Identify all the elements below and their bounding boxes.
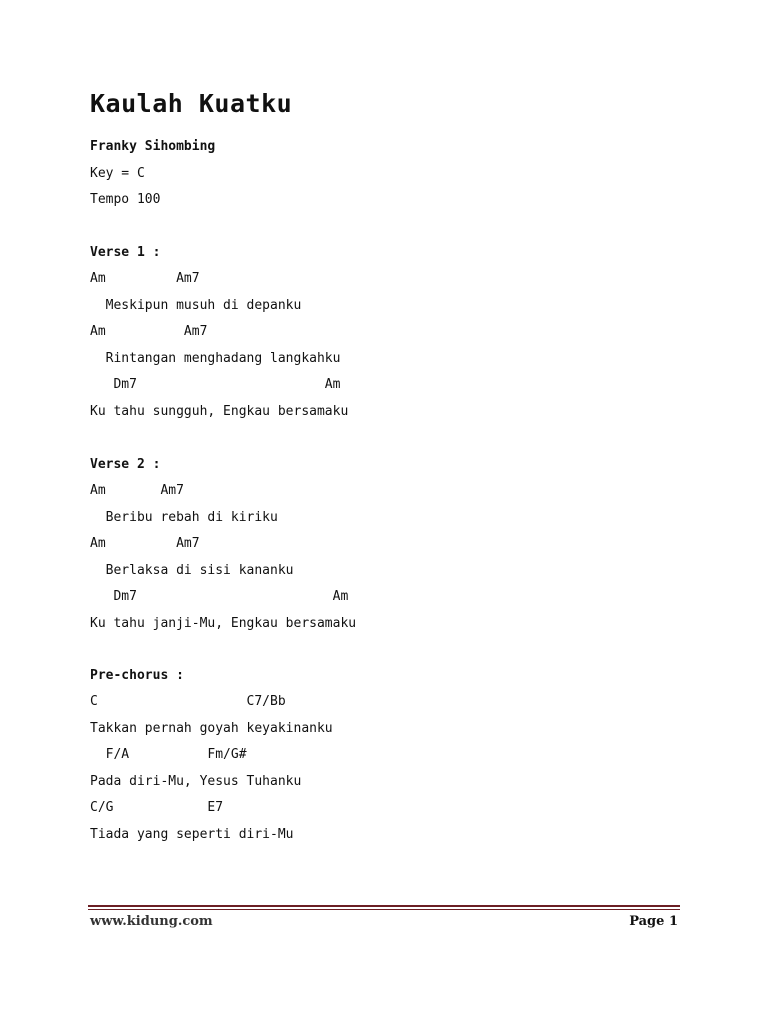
song-tempo: Tempo 100 <box>90 192 161 207</box>
chord-line: Am Am7 <box>90 483 184 498</box>
lyric-line: Meskipun musuh di depanku <box>90 298 302 313</box>
page-number: Page 1 <box>629 914 678 929</box>
chord-line: C C7/Bb <box>90 694 286 709</box>
lyric-line: Rintangan menghadang langkahku <box>90 351 341 366</box>
lyric-line: Beribu rebah di kiriku <box>90 510 278 525</box>
prechorus-heading: Pre-chorus : <box>90 668 184 683</box>
song-title: Kaulah Kuatku <box>90 89 293 118</box>
lyric-line: Takkan pernah goyah keyakinanku <box>90 721 333 736</box>
verse2-heading: Verse 2 : <box>90 457 161 472</box>
chord-line: Am Am7 <box>90 271 200 286</box>
footer-divider <box>88 905 680 910</box>
lyric-line: Ku tahu sungguh, Engkau bersamaku <box>90 404 349 419</box>
chord-line: Am Am7 <box>90 536 200 551</box>
chord-line: Dm7 Am <box>90 377 341 392</box>
chord-line: Am Am7 <box>90 324 208 339</box>
chord-line: C/G E7 <box>90 800 224 815</box>
chord-line: Dm7 Am <box>90 589 349 604</box>
lyric-line: Pada diri-Mu, Yesus Tuhanku <box>90 774 302 789</box>
artist-name: Franky Sihombing <box>90 139 216 154</box>
footer-website: www.kidung.com <box>90 914 213 929</box>
verse1-heading: Verse 1 : <box>90 245 161 260</box>
chord-line: F/A Fm/G# <box>90 747 247 762</box>
lyric-line: Tiada yang seperti diri-Mu <box>90 827 294 842</box>
lyric-line: Berlaksa di sisi kananku <box>90 563 294 578</box>
song-key: Key = C <box>90 166 145 181</box>
lyric-line: Ku tahu janji-Mu, Engkau bersamaku <box>90 616 357 631</box>
